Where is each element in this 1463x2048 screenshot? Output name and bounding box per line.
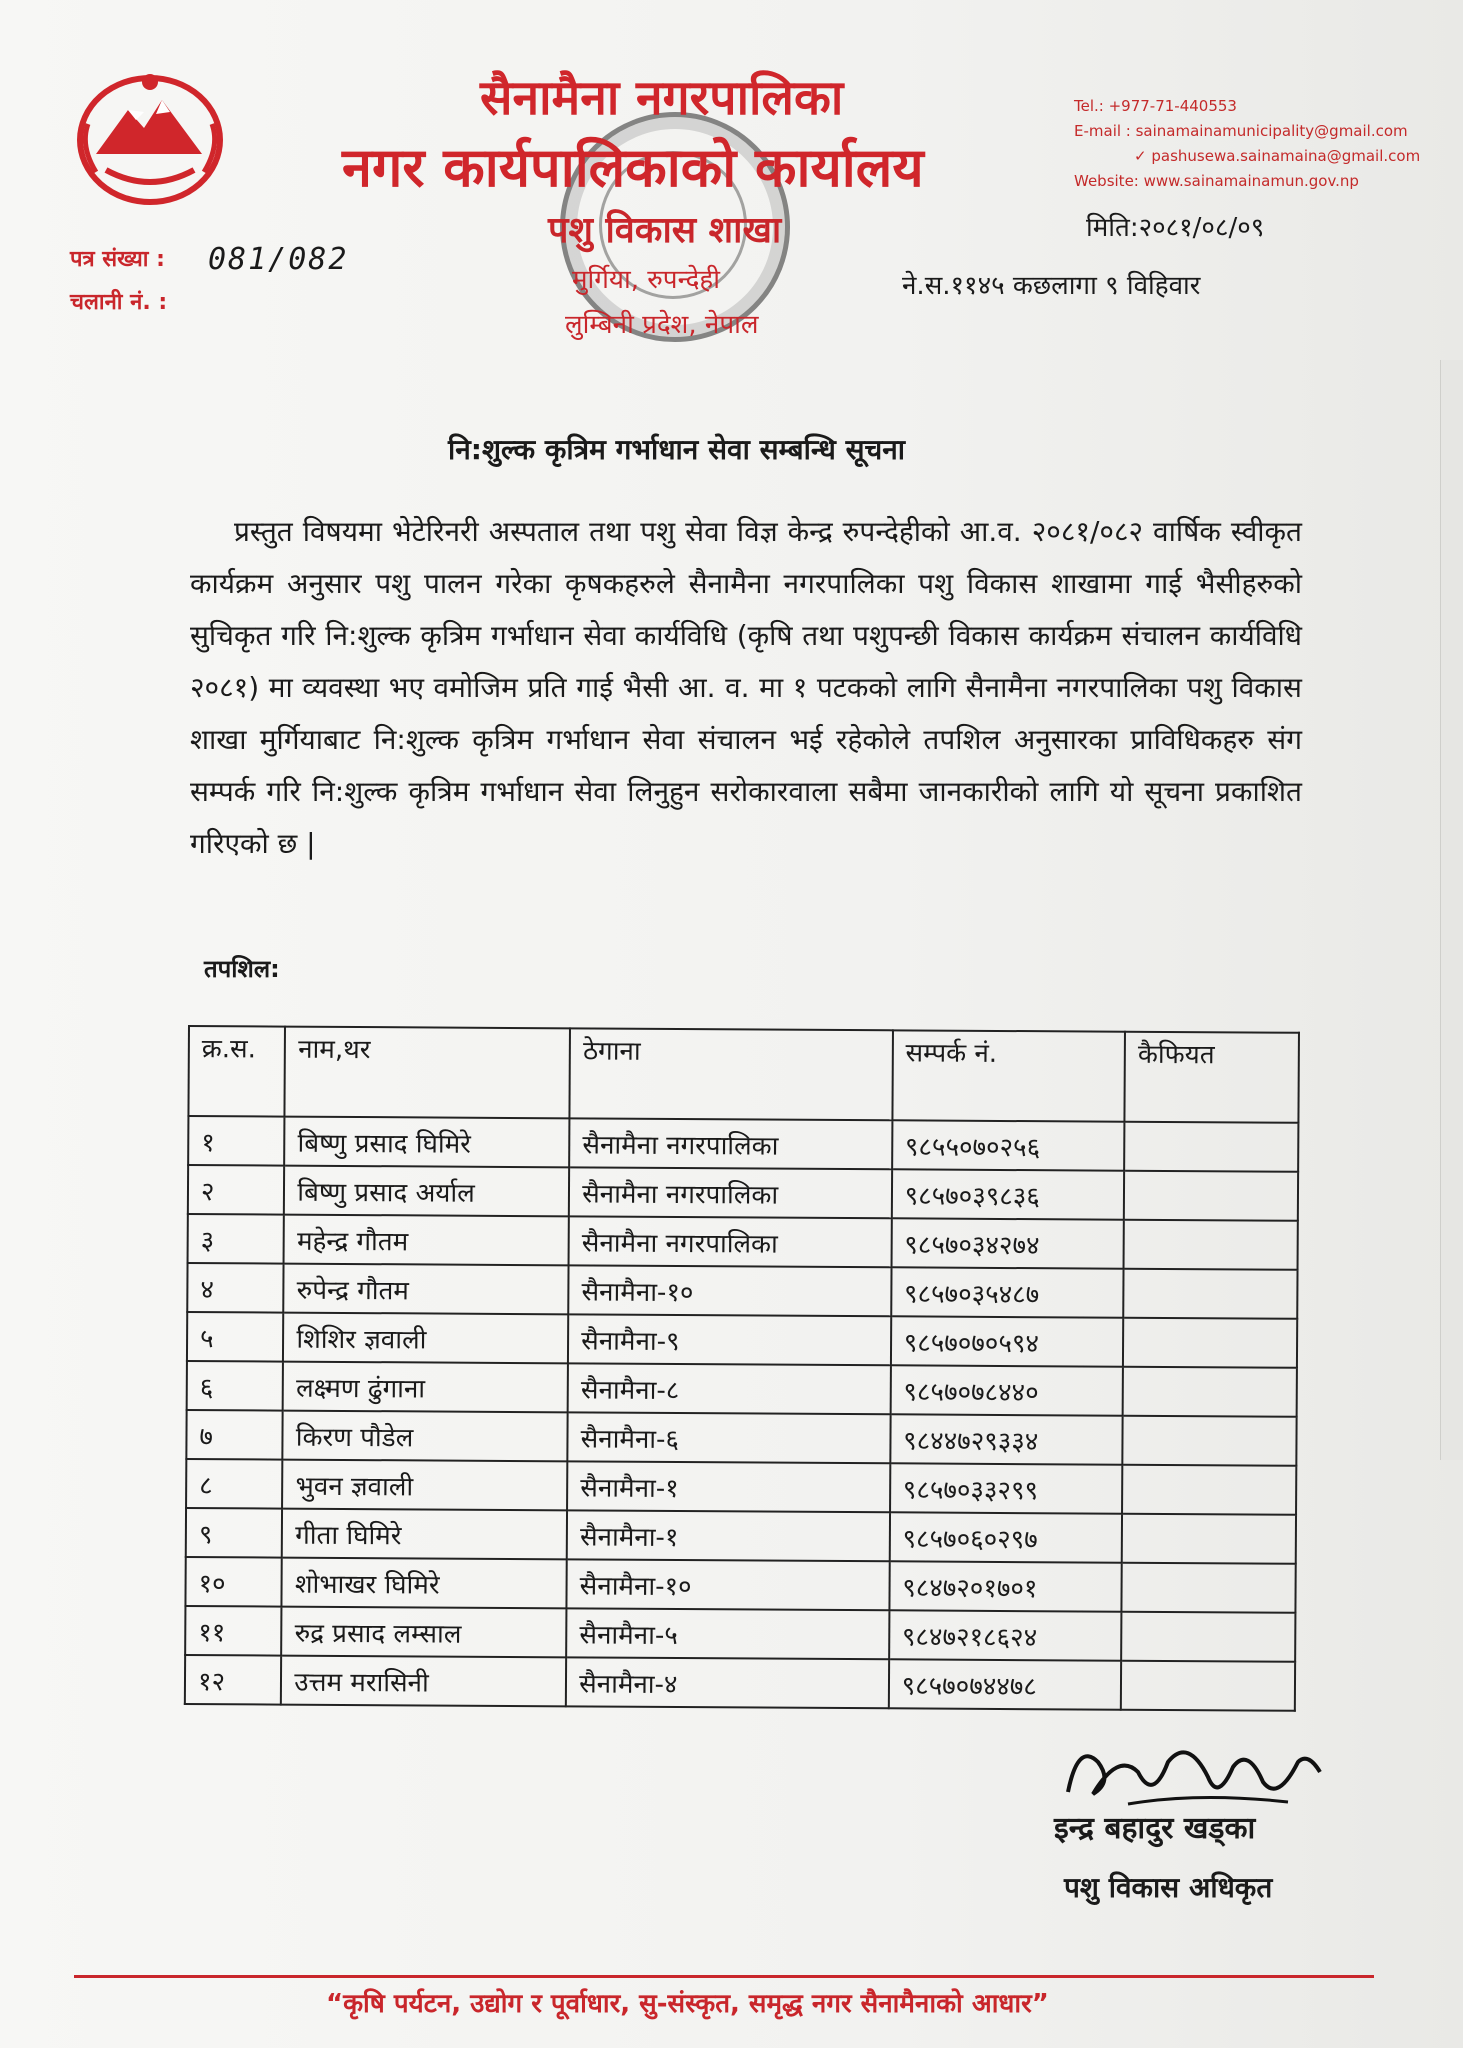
cell-address: सैनामैना-८: [568, 1363, 891, 1414]
cell-contact: ९८५७०३३२९९: [890, 1463, 1123, 1513]
cell-remarks: [1124, 1122, 1298, 1172]
cell-address: सैनामैना-१०: [567, 1559, 890, 1610]
cell-serial: ५: [187, 1312, 284, 1362]
cell-name: शिशिर ज्ञवाली: [283, 1313, 568, 1364]
table-row: [186, 1508, 1296, 1564]
table-row: [188, 1214, 1298, 1270]
signatory-post: पशु विकास अधिकृत: [1064, 1871, 1273, 1904]
nepal-sambat-date: ने.स.११४५ कछलागा ९ विहिवार: [902, 271, 1201, 301]
table-row: [186, 1459, 1296, 1515]
cell-address: सैनामैना-५: [566, 1608, 889, 1659]
cell-remarks: [1121, 1661, 1295, 1711]
table-body: [185, 1116, 1299, 1711]
cell-serial: ९: [186, 1508, 283, 1558]
table-row: [185, 1655, 1295, 1711]
contact-website: Website: www.sainamainamun.gov.np: [1074, 172, 1359, 190]
table-row: [185, 1606, 1295, 1662]
cell-contact: ९८४७२१८६२४: [889, 1610, 1122, 1660]
contact-phone: Tel.: +977-71-440553: [1074, 97, 1237, 115]
cell-serial: ७: [186, 1410, 283, 1460]
cell-remarks: [1122, 1563, 1296, 1613]
cell-address: सैनामैना नगरपालिका: [569, 1216, 892, 1267]
cell-remarks: [1123, 1269, 1297, 1319]
cell-address: सैनामैना-१: [567, 1510, 890, 1561]
cell-serial: ११: [185, 1606, 282, 1656]
table-row: [188, 1165, 1298, 1221]
cell-remarks: [1123, 1367, 1297, 1417]
cell-name: रुद्र प्रसाद लम्साल: [281, 1607, 566, 1658]
cell-serial: १: [188, 1116, 285, 1166]
cell-serial: ८: [186, 1459, 283, 1509]
cell-contact: ९८४७२०१७०१: [889, 1561, 1122, 1611]
cell-remarks: [1122, 1465, 1296, 1515]
cell-serial: १०: [185, 1557, 282, 1607]
table-row: [187, 1312, 1297, 1368]
cell-name: भुवन ज्ञवाली: [282, 1460, 567, 1511]
table-row: [188, 1116, 1298, 1172]
cell-contact: ९८५७०७४४७८: [889, 1659, 1122, 1709]
contact-email-secondary-text: pashusewa.sainamaina@gmail.com: [1151, 147, 1421, 165]
reference-number-label: पत्र संख्या :: [70, 247, 165, 272]
column-header-remarks: कैफियत: [1125, 1032, 1299, 1123]
cell-remarks: [1121, 1612, 1295, 1662]
cell-address: सैनामैना नगरपालिका: [569, 1167, 892, 1218]
cell-name: महेन्द्र गौतम: [284, 1215, 569, 1266]
footer-motto: “कृषि पर्यटन, उद्योग र पूर्वाधार, सु-संस्कृत, समृद्ध नगर सैनामैनाको आधार”: [326, 1989, 1049, 2019]
cell-remarks: [1124, 1220, 1298, 1270]
cell-name: शोभाखर घिमिरे: [282, 1558, 567, 1609]
cell-address: सैनामैना-४: [566, 1657, 889, 1708]
nepal-emblem-icon: [66, 62, 234, 212]
column-header-address: ठेगाना: [570, 1028, 893, 1120]
cell-contact: ९८५७०३५४८७: [891, 1267, 1124, 1317]
cell-contact: ९८५७०३९८३६: [892, 1169, 1125, 1219]
branch-address-line-2: लुम्बिनी प्रदेश, नेपाल: [565, 310, 759, 340]
schedule-label: तपशिल:: [204, 955, 280, 983]
footer-divider: [74, 1975, 1374, 1978]
check-mark-icon: ✓: [1134, 147, 1147, 165]
cell-name: उत्तम मरासिनी: [281, 1656, 566, 1707]
cell-name: बिष्णु प्रसाद घिमिरे: [284, 1117, 569, 1168]
column-header-serial: क्र.स.: [188, 1026, 285, 1117]
signatory-name: इन्द्र बहादुर खड्का: [1054, 1811, 1256, 1846]
cell-contact: ९८५७०७०५९४: [891, 1316, 1124, 1366]
cell-name: गीता घिमिरे: [282, 1509, 567, 1560]
table-row: [185, 1557, 1295, 1613]
contact-email-primary: E-mail : sainamainamunicipality@gmail.com: [1074, 122, 1408, 140]
reference-number-value: 081/082: [208, 242, 349, 277]
municipality-name: सैनामैना नगरपालिका: [480, 70, 844, 126]
letter-date: मिति:२०८१/०८/०९: [1086, 213, 1265, 243]
cell-remarks: [1122, 1514, 1296, 1564]
branch-address-line-1: मुर्गिया, रुपन्देही: [572, 265, 720, 295]
cell-serial: ३: [188, 1214, 285, 1264]
cell-address: सैनामैना-९: [568, 1314, 891, 1365]
adjacent-sheet-edge: [1440, 360, 1463, 1460]
cell-serial: २: [188, 1165, 285, 1215]
technician-table: [184, 1025, 1300, 1712]
cell-address: सैनामैना-६: [567, 1412, 890, 1463]
cell-contact: ९८५७०६०२९७: [889, 1512, 1122, 1562]
cell-address: सैनामैना-१०: [568, 1265, 891, 1316]
cell-contact: ९८५५०७०२५६: [892, 1120, 1125, 1170]
cell-serial: ४: [187, 1263, 284, 1313]
cell-remarks: [1123, 1318, 1297, 1368]
cell-contact: ९८५७०७८४४०: [890, 1365, 1123, 1415]
cell-name: बिष्णु प्रसाद अर्याल: [284, 1166, 569, 1217]
branch-name: पशु विकास शाखा: [548, 210, 782, 251]
cell-contact: ९८५७०३४२७४: [891, 1218, 1124, 1268]
table-row: [187, 1361, 1297, 1417]
contact-block: [1074, 94, 1420, 194]
office-name: नगर कार्यपालिकाको कार्यालय: [342, 136, 924, 199]
column-header-name: नाम,थर: [285, 1027, 570, 1119]
notice-title: नि:शुल्क कृत्रिम गर्भाधान सेवा सम्बन्धि सूचना: [448, 433, 906, 466]
cell-name: किरण पौडेल: [283, 1411, 568, 1462]
cell-remarks: [1122, 1416, 1296, 1466]
cell-remarks: [1124, 1171, 1298, 1221]
column-header-contact: सम्पर्क नं.: [892, 1030, 1125, 1121]
table-header-row: [188, 1026, 1299, 1123]
notice-body: प्रस्तुत विषयमा भेटेरिनरी अस्पताल तथा पशु सेवा विज्ञ केन्द्र रुपन्देहीको आ.व. २०८१/०८२ वार्षिक स्वीकृत कार्यक्रम अनुसार पशु पालन गरेका कृषकहरुले सैनामैना नगरपालिका पशु विकास शाखामा गाई भैसीहरुको सुचिकृत गरि नि:शुल्क कृत्रिम गर्भाधान सेवा कार्यविधि (कृषि तथा पशुपन्छी विकास कार्यक्रम संचालन कार्यविधि २०८१) मा व्यवस्था भए वमोजिम प्रति गाई भैसी आ. व. मा १ पटकको लागि सैनामैना नगरपालिका पशु विकास शाखा मुर्गियाबाट नि:शुल्क कृत्रिम गर्भाधान सेवा संचालन भई रहेकोले तपशिल अनुसारका प्राविधिकहरु संग सम्पर्क गरि नि:शुल्क कृत्रिम गर्भाधान सेवा लिनुहुन सरोकारवाला सबैमा जानकारीको लागि यो सूचना प्रकाशित गरिएको छ |: [190, 515, 1302, 860]
cell-name: रुपेन्द्र गौतम: [284, 1264, 569, 1315]
cell-serial: १२: [185, 1655, 282, 1705]
table-row: [186, 1410, 1296, 1466]
dispatch-number-label: चलानी नं. :: [70, 290, 168, 315]
cell-serial: ६: [187, 1361, 284, 1411]
cell-contact: ९८४४७२९३३४: [890, 1414, 1123, 1464]
cell-address: सैनामैना-१: [567, 1461, 890, 1512]
cell-name: लक्ष्मण ढुंगाना: [283, 1362, 568, 1413]
table-row: [187, 1263, 1297, 1319]
contact-email-secondary: [1074, 144, 1420, 169]
cell-address: सैनामैना नगरपालिका: [569, 1118, 892, 1169]
